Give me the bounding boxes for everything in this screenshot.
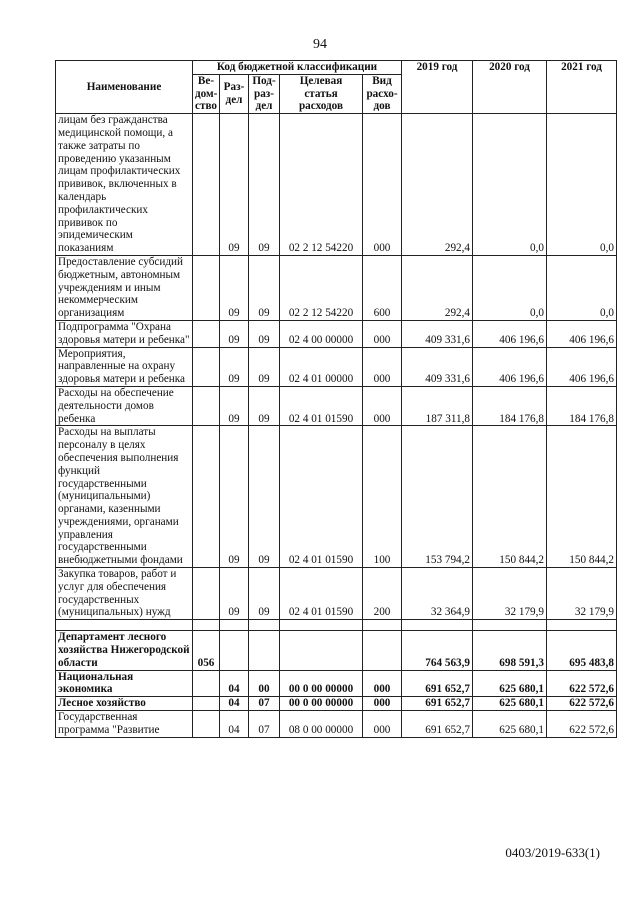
table-row — [56, 386, 617, 425]
cell-podrazdel — [249, 631, 280, 670]
cell-target: 02 2 12 54220 — [280, 114, 363, 256]
col-ved-header: Ве- дом- ство — [193, 74, 220, 113]
spacer-cell — [56, 620, 193, 631]
cell-ved — [193, 347, 220, 386]
cell-y2021: 622 572,6 — [547, 697, 617, 711]
cell-ved — [193, 320, 220, 347]
cell-vid: 100 — [363, 426, 402, 568]
cell-y2019: 32 364,9 — [402, 568, 473, 620]
cell-podrazdel: 09 — [249, 568, 280, 620]
table-row — [56, 255, 617, 320]
cell-y2021: 622 572,6 — [547, 711, 617, 738]
header-row-1 — [56, 61, 617, 75]
cell-y2021: 0,0 — [547, 255, 617, 320]
cell-y2019: 691 652,7 — [402, 697, 473, 711]
cell-name: Подпрограмма "Охрана здоровья матери и ребенка" — [56, 320, 193, 347]
cell-podrazdel: 07 — [249, 711, 280, 738]
cell-y2020: 32 179,9 — [473, 568, 547, 620]
cell-target: 02 4 01 00000 — [280, 347, 363, 386]
cell-target: 02 2 12 54220 — [280, 255, 363, 320]
col-podrazdel-header: Под- раз- дел — [249, 74, 280, 113]
cell-y2019: 691 652,7 — [402, 670, 473, 697]
cell-podrazdel: 09 — [249, 347, 280, 386]
table-row — [56, 426, 617, 568]
cell-podrazdel: 09 — [249, 386, 280, 425]
cell-y2020: 184 176,8 — [473, 386, 547, 425]
cell-target: 02 4 01 01590 — [280, 426, 363, 568]
cell-y2020: 150 844,2 — [473, 426, 547, 568]
spacer-cell — [547, 620, 617, 631]
cell-ved — [193, 711, 220, 738]
table-body — [56, 114, 617, 737]
cell-y2020: 406 196,6 — [473, 320, 547, 347]
cell-y2019: 409 331,6 — [402, 347, 473, 386]
cell-razdel: 09 — [220, 568, 249, 620]
cell-y2020: 698 591,3 — [473, 631, 547, 670]
cell-target: 02 4 01 01590 — [280, 386, 363, 425]
spacer-cell — [363, 620, 402, 631]
cell-razdel: 09 — [220, 426, 249, 568]
col-vid-header: Вид расхо- дов — [363, 74, 402, 113]
cell-podrazdel: 09 — [249, 255, 280, 320]
table-row — [56, 347, 617, 386]
spacer-cell — [220, 620, 249, 631]
cell-name: Лесное хозяйство — [56, 697, 193, 711]
spacer-cell — [249, 620, 280, 631]
col-2020-header: 2020 год — [473, 61, 547, 114]
cell-razdel: 09 — [220, 255, 249, 320]
spacer-cell — [473, 620, 547, 631]
cell-y2021: 622 572,6 — [547, 670, 617, 697]
cell-vid: 000 — [363, 347, 402, 386]
cell-y2020: 625 680,1 — [473, 670, 547, 697]
cell-vid: 200 — [363, 568, 402, 620]
cell-target: 02 4 00 00000 — [280, 320, 363, 347]
cell-y2020: 0,0 — [473, 114, 547, 256]
cell-y2021: 32 179,9 — [547, 568, 617, 620]
cell-vid: 000 — [363, 386, 402, 425]
cell-y2021: 695 483,8 — [547, 631, 617, 670]
table-row — [56, 670, 617, 697]
col-2019-header: 2019 год — [402, 61, 473, 114]
cell-razdel: 04 — [220, 670, 249, 697]
cell-ved — [193, 670, 220, 697]
cell-y2020: 406 196,6 — [473, 347, 547, 386]
col-razdel-header: Раз- дел — [220, 74, 249, 113]
budget-table — [55, 60, 617, 738]
cell-podrazdel: 09 — [249, 114, 280, 256]
cell-podrazdel: 09 — [249, 320, 280, 347]
cell-ved: 056 — [193, 631, 220, 670]
table-row — [56, 697, 617, 711]
cell-target: 00 0 00 00000 — [280, 670, 363, 697]
table-row — [56, 320, 617, 347]
cell-y2020: 0,0 — [473, 255, 547, 320]
cell-razdel: 09 — [220, 347, 249, 386]
cell-name: лицам без гражданства медицинской помощи, а также затраты по проведению указанным лицам профилактических прививок, включенных в календарь профилактических прививок по эпидемическим показаниям — [56, 114, 193, 256]
cell-y2019: 292,4 — [402, 255, 473, 320]
cell-ved — [193, 255, 220, 320]
cell-name: Мероприятия, направленные на охрану здоровья матери и ребенка — [56, 347, 193, 386]
cell-target: 08 0 00 00000 — [280, 711, 363, 738]
cell-vid: 000 — [363, 320, 402, 347]
cell-name: Национальная экономика — [56, 670, 193, 697]
table-row — [56, 711, 617, 738]
cell-vid: 600 — [363, 255, 402, 320]
cell-name: Государственная программа "Развитие — [56, 711, 193, 738]
cell-y2019: 292,4 — [402, 114, 473, 256]
cell-y2021: 0,0 — [547, 114, 617, 256]
cell-y2021: 406 196,6 — [547, 347, 617, 386]
cell-y2019: 409 331,6 — [402, 320, 473, 347]
spacer-cell — [402, 620, 473, 631]
page-number: 94 — [313, 37, 327, 52]
cell-razdel: 04 — [220, 711, 249, 738]
cell-y2019: 153 794,2 — [402, 426, 473, 568]
classification-group-header: Код бюджетной классификации — [193, 61, 402, 75]
table-row — [56, 620, 617, 631]
spacer-cell — [280, 620, 363, 631]
cell-vid — [363, 631, 402, 670]
col-target-header: Целевая статья расходов — [280, 74, 363, 113]
document-code: 0403/2019-633(1) — [505, 845, 600, 860]
table-row — [56, 114, 617, 256]
cell-ved — [193, 568, 220, 620]
cell-y2019: 187 311,8 — [402, 386, 473, 425]
cell-y2020: 625 680,1 — [473, 711, 547, 738]
cell-ved — [193, 386, 220, 425]
cell-vid: 000 — [363, 114, 402, 256]
cell-name: Департамент лесного хозяйства Нижегородской области — [56, 631, 193, 670]
cell-name: Расходы на обеспечение деятельности домов ребенка — [56, 386, 193, 425]
cell-target — [280, 631, 363, 670]
cell-podrazdel: 00 — [249, 670, 280, 697]
cell-ved — [193, 114, 220, 256]
cell-razdel: 09 — [220, 386, 249, 425]
col-name-header: Наименование — [56, 61, 193, 114]
cell-razdel: 04 — [220, 697, 249, 711]
cell-razdel: 09 — [220, 114, 249, 256]
cell-vid: 000 — [363, 670, 402, 697]
cell-name: Закупка товаров, работ и услуг для обеспечения государственных (муниципальных) нужд — [56, 568, 193, 620]
cell-ved — [193, 426, 220, 568]
cell-y2020: 625 680,1 — [473, 697, 547, 711]
cell-podrazdel: 07 — [249, 697, 280, 711]
table-row — [56, 631, 617, 670]
cell-y2021: 150 844,2 — [547, 426, 617, 568]
cell-vid: 000 — [363, 697, 402, 711]
cell-name: Предоставление субсидий бюджетным, автономным учреждениям и иным некоммерческим организациям — [56, 255, 193, 320]
cell-name: Расходы на выплаты персоналу в целях обеспечения выполнения функций государственными (муниципальными) органами, казенными учреждениями, органами управления государственными внебюджетными фондами — [56, 426, 193, 568]
cell-razdel: 09 — [220, 320, 249, 347]
cell-y2021: 184 176,8 — [547, 386, 617, 425]
cell-target: 02 4 01 01590 — [280, 568, 363, 620]
cell-y2019: 764 563,9 — [402, 631, 473, 670]
cell-y2019: 691 652,7 — [402, 711, 473, 738]
cell-podrazdel: 09 — [249, 426, 280, 568]
table-row — [56, 568, 617, 620]
cell-vid: 000 — [363, 711, 402, 738]
col-2021-header: 2021 год — [547, 61, 617, 114]
cell-y2021: 406 196,6 — [547, 320, 617, 347]
cell-ved — [193, 697, 220, 711]
cell-razdel — [220, 631, 249, 670]
cell-target: 00 0 00 00000 — [280, 697, 363, 711]
spacer-cell — [193, 620, 220, 631]
